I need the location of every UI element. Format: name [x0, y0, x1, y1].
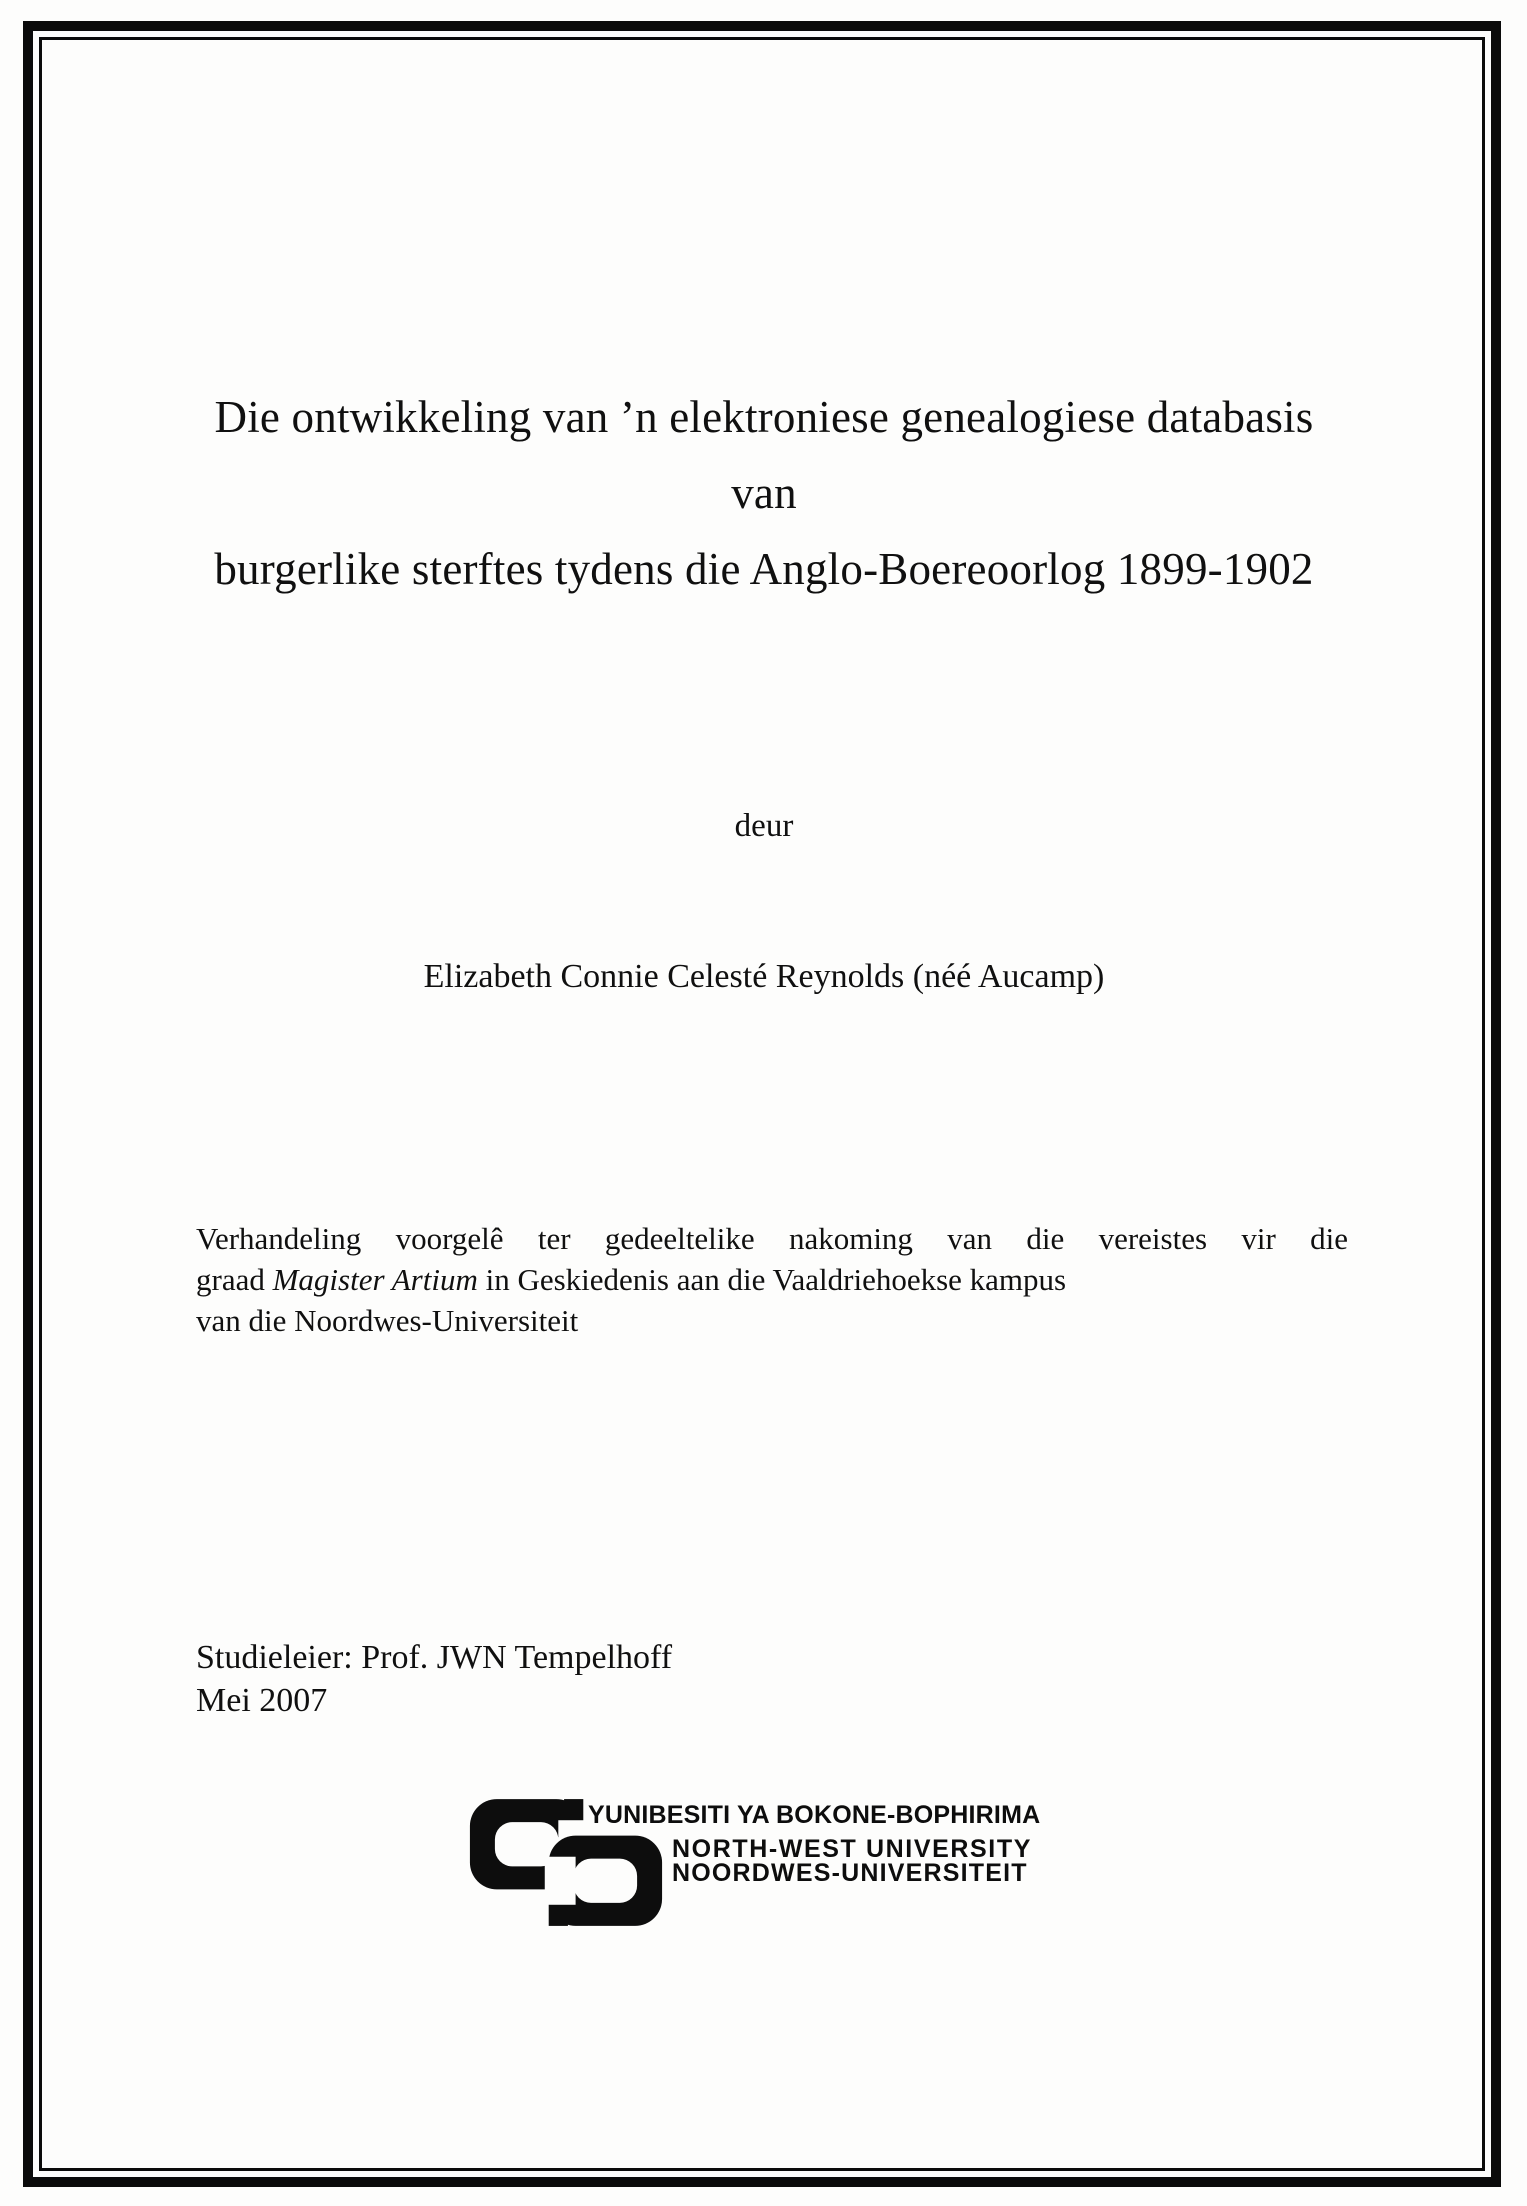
university-logo	[468, 1797, 1108, 1937]
statement-line-2	[196, 1259, 1348, 1300]
supervisor-block	[196, 1636, 1096, 1722]
logo-text-english: NORTH-WEST UNIVERSITY	[672, 1835, 1032, 1863]
statement-line-2-prefix: graad	[196, 1262, 273, 1297]
degree-statement	[196, 1218, 1348, 1341]
thesis-title	[186, 379, 1342, 607]
supervisor-line: Studieleier: Prof. JWN Tempelhoff	[196, 1639, 673, 1676]
title-line-2: burgerlike sterftes tydens die Anglo-Boereoorlog 1899-1902	[214, 544, 1314, 594]
statement-line-1: Verhandeling voorgelê ter gedeeltelike nakoming van die vereistes vir die	[196, 1221, 1348, 1256]
date-line: Mei 2007	[196, 1682, 328, 1719]
byline: deur	[734, 808, 794, 844]
statement-line-2-suffix: in Geskiedenis aan die Vaaldriehoekse kampus	[477, 1262, 1067, 1297]
logo-text-setswana: YUNIBESITI YA BOKONE-BOPHIRIMA	[588, 1801, 1041, 1829]
title-line-1: Die ontwikkeling van ’n elektroniese genealogiese databasis van	[214, 392, 1314, 518]
statement-degree-name: Magister Artium	[272, 1262, 478, 1297]
logo-text-afrikaans: NOORDWES-UNIVERSITEIT	[672, 1859, 1028, 1887]
statement-line-3: van die Noordwes-Universiteit	[196, 1303, 579, 1338]
author-name: Elizabeth Connie Celesté Reynolds (néé Aucamp)	[423, 958, 1105, 995]
